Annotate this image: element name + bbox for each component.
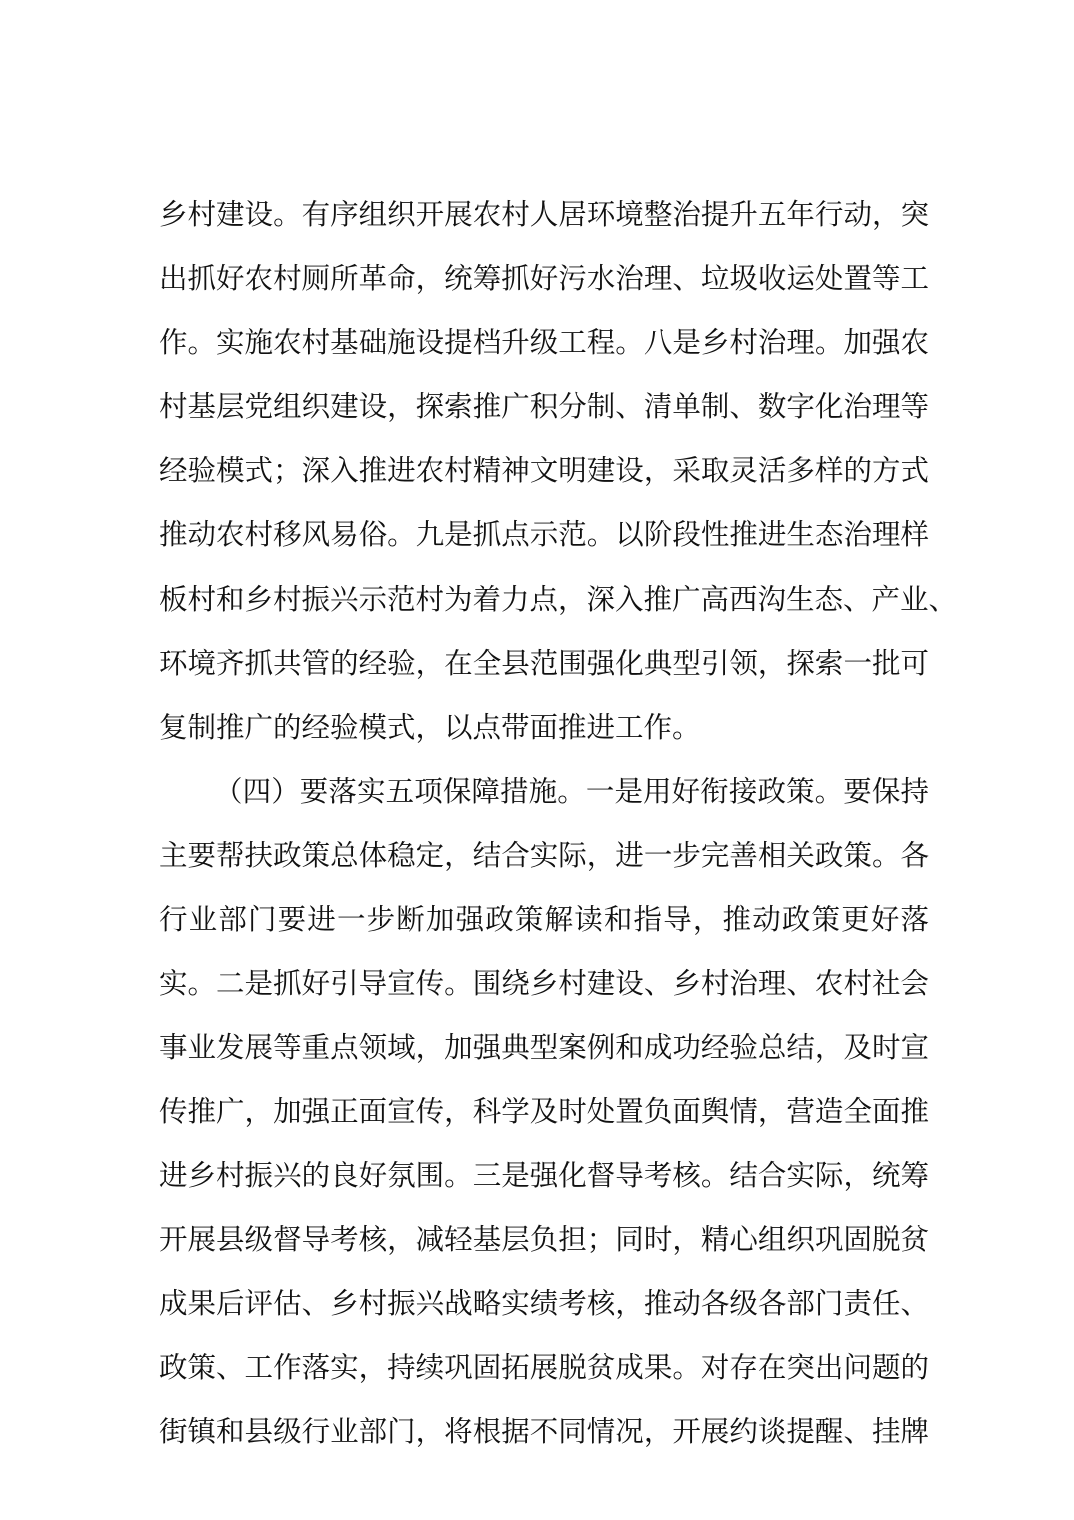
text-line: 行业部门要进一步断加强政策解读和指导，推动政策更好落 — [159, 903, 929, 936]
text-line: 政策、工作落实，持续巩固拓展脱贫成果。对存在突出问题的 — [159, 1351, 929, 1384]
text-line: 事业发展等重点领域，加强典型案例和成功经验总结，及时宣 — [159, 1031, 929, 1064]
text-line: 环境齐抓共管的经验，在全县范围强化典型引领，探索一批可 — [159, 647, 929, 680]
text-line: 实。二是抓好引导宣传。围绕乡村建设、乡村治理、农村社会 — [159, 967, 929, 1000]
text-line: 复制推广的经验模式，以点带面推进工作。 — [159, 711, 701, 744]
text-line: 出抓好农村厕所革命，统筹抓好污水治理、垃圾收运处置等工 — [159, 262, 929, 295]
text-line: 传推广，加强正面宣传，科学及时处置负面舆情，营造全面推 — [159, 1095, 929, 1128]
text-line: 作。实施农村基础施设提档升级工程。八是乡村治理。加强农 — [159, 326, 929, 359]
text-line: 村基层党组织建设，探索推广积分制、清单制、数字化治理等 — [159, 390, 929, 423]
text-line: 开展县级督导考核，减轻基层负担；同时，精心组织巩固脱贫 — [159, 1223, 929, 1256]
text-line: 经验模式；深入推进农村精神文明建设，采取灵活多样的方式 — [159, 454, 929, 487]
text-line: 乡村建设。有序组织开展农村人居环境整治提升五年行动，突 — [159, 198, 929, 231]
text-line: 推动农村移风易俗。九是抓点示范。以阶段性推进生态治理样 — [159, 518, 929, 551]
text-line: 进乡村振兴的良好氛围。三是强化督导考核。结合实际，统筹 — [159, 1159, 929, 1192]
text-line: 成果后评估、乡村振兴战略实绩考核，推动各级各部门责任、 — [159, 1287, 929, 1320]
text-line: 街镇和县级行业部门，将根据不同情况，开展约谈提醒、挂牌 — [159, 1415, 929, 1448]
paragraph-heading-line: （四）要落实五项保障措施。一是用好衔接政策。要保持 — [214, 775, 929, 808]
text-line: 板村和乡村振兴示范村为着力点，深入推广高西沟生态、产业、 — [159, 583, 958, 616]
text-line: 主要帮扶政策总体稳定，结合实际，进一步完善相关政策。各 — [159, 839, 929, 872]
